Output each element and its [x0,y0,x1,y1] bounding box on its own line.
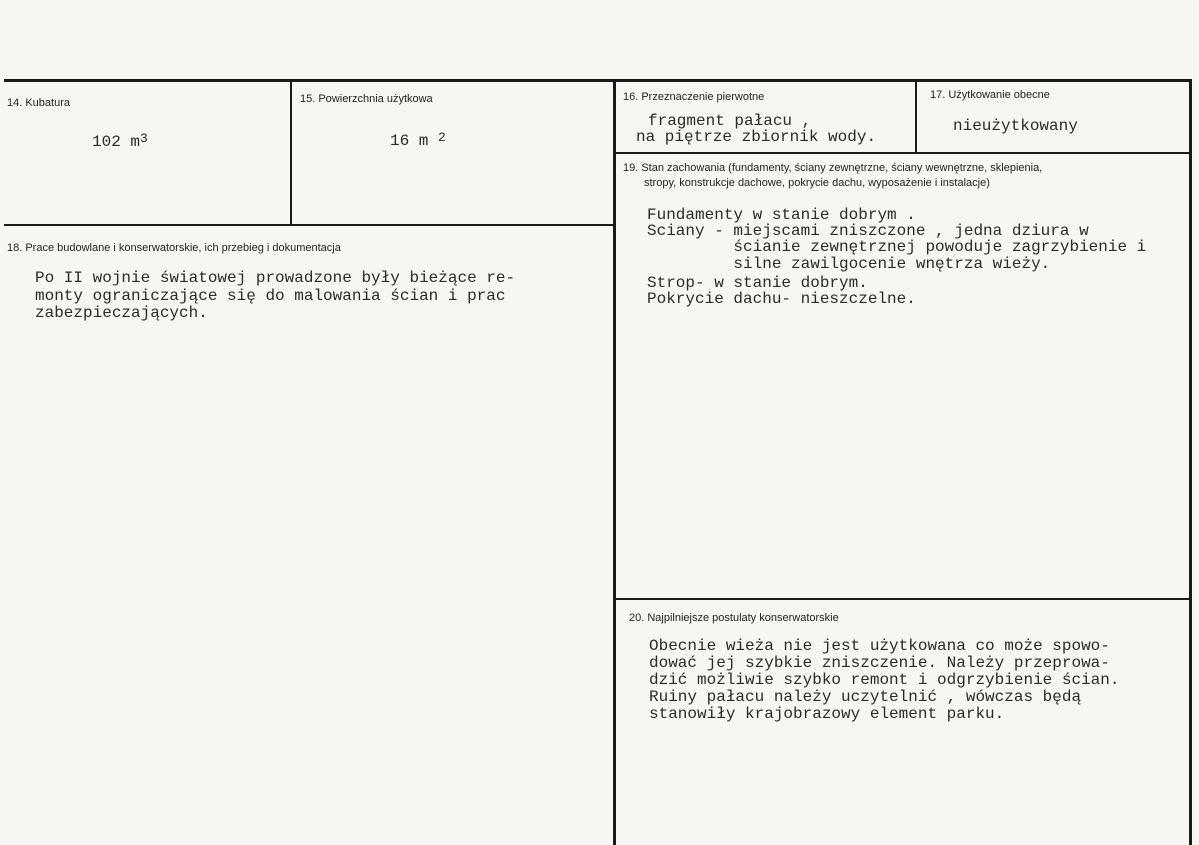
divider-14-15 [290,80,292,226]
stan-line-3: ścianie zewnętrznej powoduje zagrzybienie i [647,238,1147,256]
stan-line-6: Pokrycie dachu- nieszczelne. [647,290,916,308]
kubatura-value [92,131,148,151]
prace-line-1: Po II wojnie światowej prowadzone były bieżące re- [35,269,516,287]
powierzchnia-value [390,130,446,150]
divider-16-17 [915,80,917,154]
stan-line-4: silne zawilgocenie wnętrza wieży. [647,255,1051,273]
postulaty-line-4: Ruiny pałacu należy uczytelnić , wówczas będą [649,688,1082,706]
rule-above-18 [4,224,616,226]
powierzchnia-exponent: 2 [438,130,446,145]
stan-line-1: Fundamenty w stanie dobrym . [647,206,916,224]
kubatura-exponent: 3 [140,131,148,146]
uzytkowanie-value: nieużytkowany [953,117,1078,135]
przeznaczenie-label: 16. Przeznaczenie pierwotne [623,91,765,103]
powierzchnia-number: 16 m [390,132,439,150]
postulaty-label: 20. Najpilniejsze postulaty konserwatorskie [629,612,839,624]
rule-above-19 [614,152,1192,154]
postulaty-line-3: dzić możliwie szybko remont i odgrzybienie ścian. [649,671,1120,689]
stan-label-line-2: stropy, konstrukcje dachowe, pokrycie dachu, wyposażenie i instalacje) [644,177,990,189]
rule-above-20 [614,598,1192,600]
prace-line-2: monty ograniczające się do malowania ścian i prac [35,287,506,305]
prace-line-3: zabezpieczających. [35,304,208,322]
postulaty-line-2: dować jej szybkie zniszczenie. Należy przeprowa- [649,654,1110,672]
uzytkowanie-label: 17. Użytkowanie obecne [930,89,1050,101]
center-divider [613,80,616,845]
postulaty-line-5: stanowiły krajobrazowy element parku. [649,705,1005,723]
right-border [1189,80,1192,845]
przeznaczenie-line-1: fragment pałacu , [648,112,812,130]
kubatura-label: 14. Kubatura [7,97,70,109]
top-rule [4,79,1192,82]
stan-line-2: Sciany - miejscami zniszczone , jedna dziura w [647,222,1089,240]
przeznaczenie-line-2: na piętrze zbiornik wody. [636,128,877,146]
stan-label-line-1: 19. Stan zachowania (fundamenty, ściany zewnętrzne, ściany wewnętrzne, sklepienia, [623,162,1043,174]
prace-label: 18. Prace budowlane i konserwatorskie, ich przebieg i dokumentacja [7,242,341,254]
powierzchnia-label: 15. Powierzchnia użytkowa [300,93,433,105]
postulaty-line-1: Obecnie wieża nie jest użytkowana co może spowo- [649,637,1110,655]
stan-line-5: Strop- w stanie dobrym. [647,274,868,292]
kubatura-number: 102 m [92,133,141,151]
